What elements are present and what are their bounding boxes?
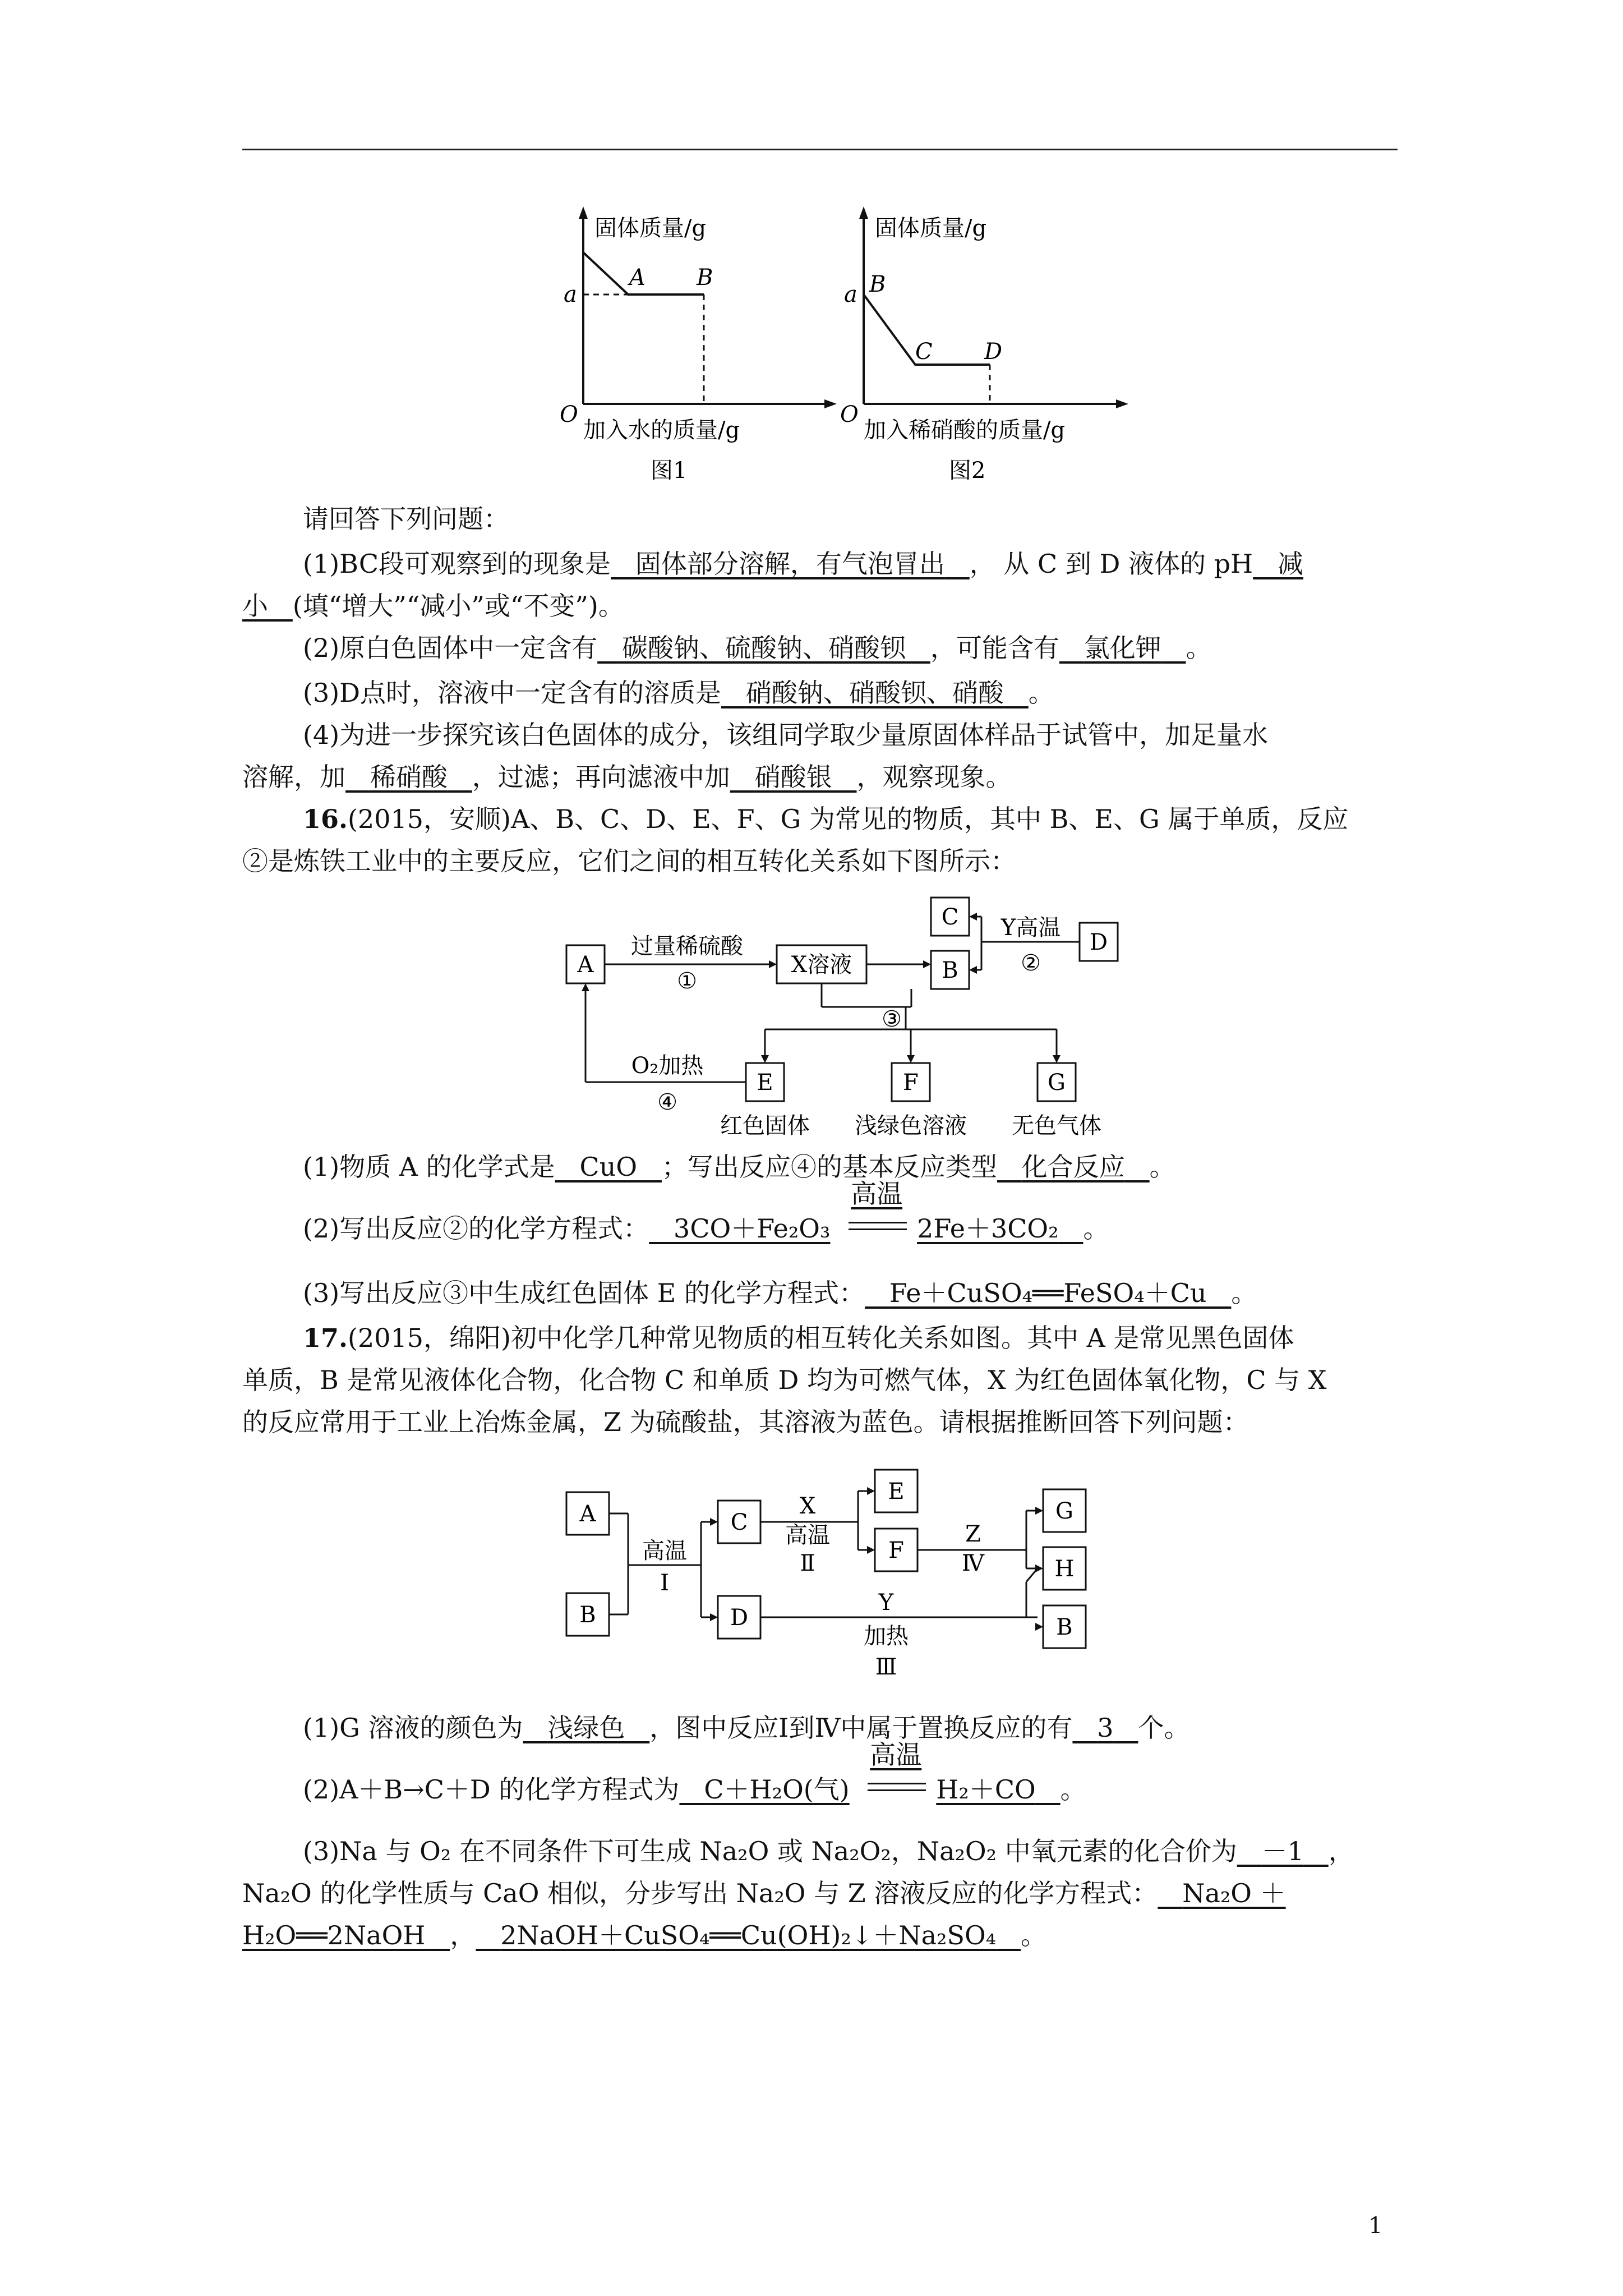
fig2-point-c: C xyxy=(915,339,933,365)
figure-2-chart xyxy=(819,202,1166,494)
q17-node-b: B xyxy=(579,1602,596,1628)
q15-part3: (3)D点时，溶液中一定含有的溶质是 硝酸钠、硝酸钡、硝酸 。 xyxy=(303,678,1054,708)
q17-node-b2: B xyxy=(1056,1614,1073,1640)
q17-node-g: G xyxy=(1055,1498,1073,1524)
q16-r2-label: Y高温 xyxy=(1000,915,1061,941)
fig1-caption: 图1 xyxy=(651,458,688,484)
fig2-caption: 图2 xyxy=(949,458,986,484)
page-number: 1 xyxy=(1368,2213,1383,2239)
q16-diagram xyxy=(555,886,1150,1178)
q16-part3: (3)写出反应③中生成红色固体 E 的化学方程式： Fe＋CuSO₄══FeSO₄＋Cu 。 xyxy=(303,1278,1257,1308)
q17-r4-z: Z xyxy=(965,1521,981,1547)
q17-r3-num: Ⅲ xyxy=(875,1654,897,1680)
q17-stem-cont1: 单质，B 是常见液体化合物，化合物 C 和单质 D 均为可燃气体，X 为红色固体氧化物，C 与 X xyxy=(242,1365,1327,1395)
q16-f-desc: 浅绿色溶液 xyxy=(855,1113,967,1139)
fig2-point-b: B xyxy=(869,272,886,297)
fig1-ylabel: 固体质量/g xyxy=(594,215,707,241)
q17-node-a: A xyxy=(579,1501,596,1527)
q17-part3-cont2: H₂O══2NaOH ， 2NaOH＋CuSO₄══Cu(OH)₂↓＋Na₂SO₄ 。 xyxy=(242,1920,1047,1950)
q16-part2: (2)写出反应②的化学方程式： 3CO＋Fe₂O₃ 高温 2Fe＋3CO₂ 。 xyxy=(303,1212,1109,1245)
q16-e-desc: 红色固体 xyxy=(720,1113,810,1139)
q16-part1: (1)物质 A 的化学式是 CuO ；写出反应④的基本反应类型 化合反应 。 xyxy=(303,1152,1175,1182)
q16-node-d: D xyxy=(1089,930,1108,955)
fig2-point-d: D xyxy=(984,339,1003,365)
q17-part3-cont1: Na₂O 的化学性质与 CaO 相似，分步写出 Na₂O 与 Z 溶液反应的化学方程式： Na₂O ＋ xyxy=(242,1878,1286,1908)
q17-diagram xyxy=(550,1458,1144,1705)
q17-r3-y: Y xyxy=(878,1590,894,1616)
fig2-origin: O xyxy=(840,402,859,427)
q15-part1: (1)BC段可观察到的现象是 固体部分溶解，有气泡冒出 ， 从 C 到 D 液体的 pH 减 xyxy=(303,549,1304,579)
fig1-point-b: B xyxy=(697,265,713,291)
q16-r2-num: ② xyxy=(1021,950,1041,976)
q16-node-f: F xyxy=(903,1070,919,1096)
q17-node-d: D xyxy=(730,1605,749,1631)
q17-r2-x: X xyxy=(799,1493,816,1519)
q17-part3: (3)Na 与 O₂ 在不同条件下可生成 Na₂O 或 Na₂O₂，Na₂O₂ 中氧元素的化合价为 －1 ， xyxy=(303,1836,1354,1866)
q16-node-b: B xyxy=(942,958,958,983)
q17-eq-condition: 高温 xyxy=(870,1740,922,1770)
q17-stem-cont2: 的反应常用于工业上冶炼金属，Z 为硫酸盐，其溶液为蓝色。请根据推断回答下列问题： xyxy=(242,1407,1249,1437)
fig1-xlabel: 加入水的质量/g xyxy=(583,417,740,443)
q16-r4-num: ④ xyxy=(657,1089,677,1115)
q16-stem: 16.(2015，安顺)A、B、C、D、E、F、G 为常见的物质，其中 B、E、G 属于单质，反应 xyxy=(303,804,1349,834)
q16-node-g: G xyxy=(1048,1070,1066,1096)
q17-node-c: C xyxy=(730,1510,748,1535)
q16-node-e: E xyxy=(757,1070,773,1096)
q15-intro: 请回答下列问题： xyxy=(303,504,509,534)
q15-part4: (4)为进一步探究该白色固体的成分，该组同学取少量原固体样品于试管中，加足量水 xyxy=(303,720,1269,750)
q17-node-f: F xyxy=(888,1538,904,1563)
q17-r2-label: 高温 xyxy=(785,1522,830,1548)
fig1-origin: O xyxy=(560,402,578,427)
fig2-xlabel: 加入稀硝酸的质量/g xyxy=(864,417,1066,443)
q17-r2-num: Ⅱ xyxy=(800,1550,815,1576)
fig1-a-label: a xyxy=(564,282,577,307)
q17-r3-label: 加热 xyxy=(864,1623,909,1649)
q17-node-e: E xyxy=(888,1479,905,1504)
q17-r1-num: Ⅰ xyxy=(660,1570,669,1596)
q15-part1-cont: 小 (填“增大”“减小”或“不变”)。 xyxy=(242,591,624,621)
header-rule xyxy=(242,149,1398,150)
q17-r4-num: Ⅳ xyxy=(962,1550,984,1576)
q17-node-h: H xyxy=(1054,1556,1075,1582)
q16-r1-label: 过量稀硫酸 xyxy=(631,933,743,959)
q16-r4-label: O₂加热 xyxy=(631,1053,704,1079)
fig2-ylabel: 固体质量/g xyxy=(875,215,987,241)
q17-part1: (1)G 溶液的颜色为 浅绿色 ，图中反应Ⅰ到Ⅳ中属于置换反应的有 3 个。 xyxy=(303,1713,1190,1743)
q15-part4-cont: 溶解，加 稀硝酸 ，过滤；再向滤液中加 硝酸银 ，观察现象。 xyxy=(242,762,1012,792)
q16-node-x: X溶液 xyxy=(791,952,852,978)
q17-stem: 17.(2015，绵阳)初中化学几种常见物质的相互转化关系如图。其中 A 是常见黑色固体 xyxy=(303,1323,1294,1353)
figure-1-chart xyxy=(538,202,852,494)
fig2-a-label: a xyxy=(844,282,857,307)
q16-node-a: A xyxy=(577,952,594,978)
q16-g-desc: 无色气体 xyxy=(1012,1113,1101,1139)
q16-r3-num: ③ xyxy=(882,1006,902,1032)
q17-r1-label: 高温 xyxy=(642,1538,687,1564)
q16-r1-num: ① xyxy=(677,968,697,994)
q16-stem-cont: ②是炼铁工业中的主要反应，它们之间的相互转化关系如下图所示： xyxy=(242,846,1016,876)
q15-part2: (2)原白色固体中一定含有 碳酸钠、硫酸钠、硝酸钡 ，可能含有 氯化钾 。 xyxy=(303,633,1212,663)
fig1-point-a: A xyxy=(629,265,645,291)
q16-node-c: C xyxy=(941,904,959,930)
q17-part2: (2)A＋B→C＋D 的化学方程式为 C＋H₂O(气) 高温 H₂＋CO 。 xyxy=(303,1773,1086,1806)
q16-eq-condition: 高温 xyxy=(851,1179,903,1209)
